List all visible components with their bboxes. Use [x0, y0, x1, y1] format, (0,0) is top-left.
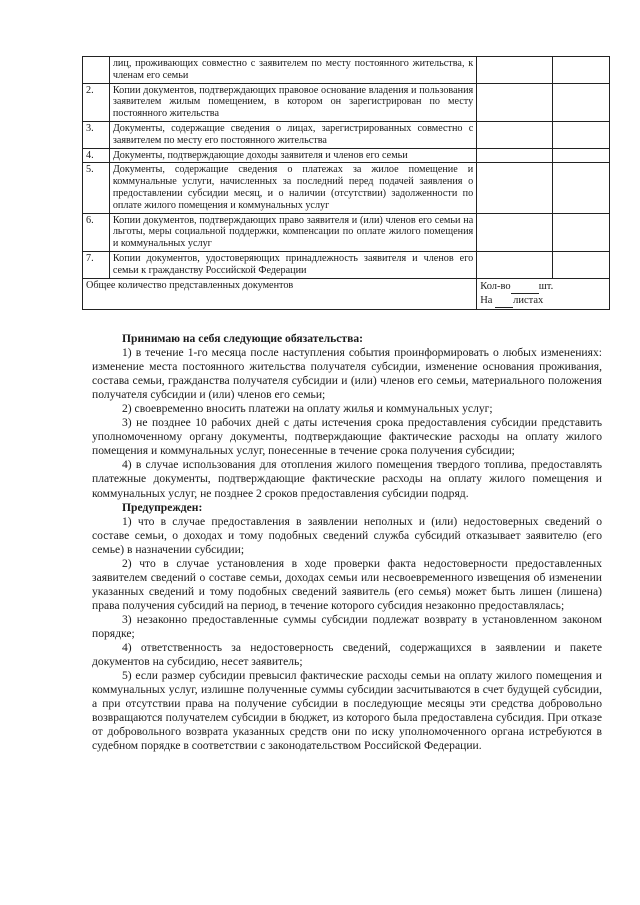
row-number: 2.	[83, 83, 110, 121]
table-row	[83, 57, 610, 84]
row-cell-empty	[477, 148, 553, 163]
row-number: 6.	[83, 213, 110, 251]
table-row	[83, 148, 610, 163]
row-description: Копии документов, подтверждающих право заявителя и (или) членов его семьи на льготы, меры социальной поддержки, компенсации по оплате жилого помещения и коммунальных услуг	[109, 213, 476, 251]
obligations-heading: Принимаю на себя следующие обязательства:	[122, 332, 364, 345]
table-row	[83, 121, 610, 148]
warning-item: 4) ответственность за недостоверность сведений, содержащихся в заявлении и пакете документов на субсидию, несет заявитель;	[92, 641, 602, 669]
obligation-item: 3) не позднее 10 рабочих дней с даты истечения срока предоставления субсидии представить уполномоченному органу документы, подтверждающие фактические расходы на оплату жилого помещения и коммунальных услуг, понесенные в течение срока получения субсидии;	[92, 416, 602, 458]
row-cell-empty	[477, 121, 553, 148]
count-suffix: шт.	[538, 280, 554, 292]
table-row	[83, 163, 610, 213]
row-number	[83, 57, 110, 84]
warning-item: 5) если размер субсидии превысил фактические расходы семьи на оплату жилого помещения и коммунальных услуг, излишне полученные суммы субсидии засчитываются в счет будущей субсидии, а при отсутствии права на получение субсидии в последующие месяцы эти средства добровольно возвращаются получателем субсидии в бюджет, из которого была предоставлена субсидия. При отказе от добровольного возврата указанных средств они по иску уполномоченного органа истребуются в судебном порядке в соответствии с законодательством Российской Федерации.	[92, 669, 602, 753]
row-cell-empty	[553, 251, 610, 278]
row-cell-empty	[553, 213, 610, 251]
row-cell-empty	[477, 213, 553, 251]
table-total-row	[83, 278, 610, 309]
body-text	[92, 332, 602, 753]
table-row	[83, 83, 610, 121]
row-description: Копии документов, подтверждающих правовое основание владения и пользования заявителем жилым помещением, в котором он зарегистрирован по месту постоянного жительства	[109, 83, 476, 121]
table-row	[83, 213, 610, 251]
obligation-item: 1) в течение 1-го месяца после наступления события проинформировать о любых изменениях: изменение места постоянного жительства получателя субсидии, изменение основания проживания, состава семьи, гражданства получателя субсидии и (или) членов его семьи, материального положения получателя субсидии и (или) членов его семьи;	[92, 346, 602, 402]
row-cell-empty	[553, 121, 610, 148]
count-blank	[511, 280, 539, 294]
warning-item: 1) что в случае предоставления в заявлении неполных и (или) недостоверных сведений о составе семьи, о доходах и тому подобных сведений служба субсидий отказывает заявителю (его семье) в назначении субсидии;	[92, 514, 602, 556]
sheets-suffix: листах	[513, 294, 544, 306]
row-number: 4.	[83, 148, 110, 163]
warning-item: 3) незаконно предоставленные суммы субсидии подлежат возврату в установленном законом порядке;	[92, 612, 602, 640]
row-description: лиц, проживающих совместно с заявителем по месту постоянного жительства, к членам его семьи	[109, 57, 476, 84]
row-description: Копии документов, удостоверяющих принадлежность заявителя и членов его семьи к гражданству Российской Федерации	[109, 251, 476, 278]
row-cell-empty	[477, 57, 553, 84]
row-number: 5.	[83, 163, 110, 213]
row-description: Документы, подтверждающие доходы заявителя и членов его семьи	[109, 148, 476, 163]
count-line	[480, 280, 606, 294]
obligation-item: 2) своевременно вносить платежи на оплату жилья и коммунальных услуг;	[122, 402, 493, 416]
sheets-line	[480, 294, 606, 308]
row-cell-empty	[553, 83, 610, 121]
documents-table	[82, 56, 610, 310]
sheets-prefix: На	[480, 294, 493, 306]
row-cell-empty	[553, 57, 610, 84]
row-cell-empty	[477, 83, 553, 121]
row-cell-empty	[477, 163, 553, 213]
obligation-item: 4) в случае использования для отопления жилого помещения твердого топлива, предоставлять платежные документы, подтверждающие фактические расходы на оплату жилого помещения и коммунальных услуг, не позднее 2 сроков предоставления субсидии подряд.	[92, 458, 602, 500]
row-cell-empty	[553, 163, 610, 213]
total-values	[477, 278, 610, 309]
row-number: 3.	[83, 121, 110, 148]
warnings-heading: Предупрежден:	[122, 500, 203, 514]
row-description: Документы, содержащие сведения о лицах, зарегистрированных совместно с заявителем по месту его постоянного жительства	[109, 121, 476, 148]
row-cell-empty	[553, 148, 610, 163]
total-label: Общее количество представленных документов	[83, 278, 477, 309]
row-cell-empty	[477, 251, 553, 278]
warning-item: 2) что в случае установления в ходе проверки факта недостоверности предоставленных заявителем сведений о составе семьи, доходах семьи или несвоевременного извещения об изменении указанных сведений и тому подобных сведений заявитель (его семья) может быть лишен (лишена) права получения субсидий на период, в течение которого субсидия незаконно предоставлялась;	[92, 556, 602, 612]
sheets-blank	[495, 294, 513, 308]
table-row	[83, 251, 610, 278]
row-number: 7.	[83, 251, 110, 278]
count-prefix: Кол-во	[480, 280, 511, 292]
row-description: Документы, содержащие сведения о платежах за жилое помещение и коммунальные услуги, начисленных за последний перед подачей заявления о предоставлении субсидии месяц, и о наличии (отсутствии) задолженности по оплате жилого помещения и коммунальных услуг	[109, 163, 476, 213]
